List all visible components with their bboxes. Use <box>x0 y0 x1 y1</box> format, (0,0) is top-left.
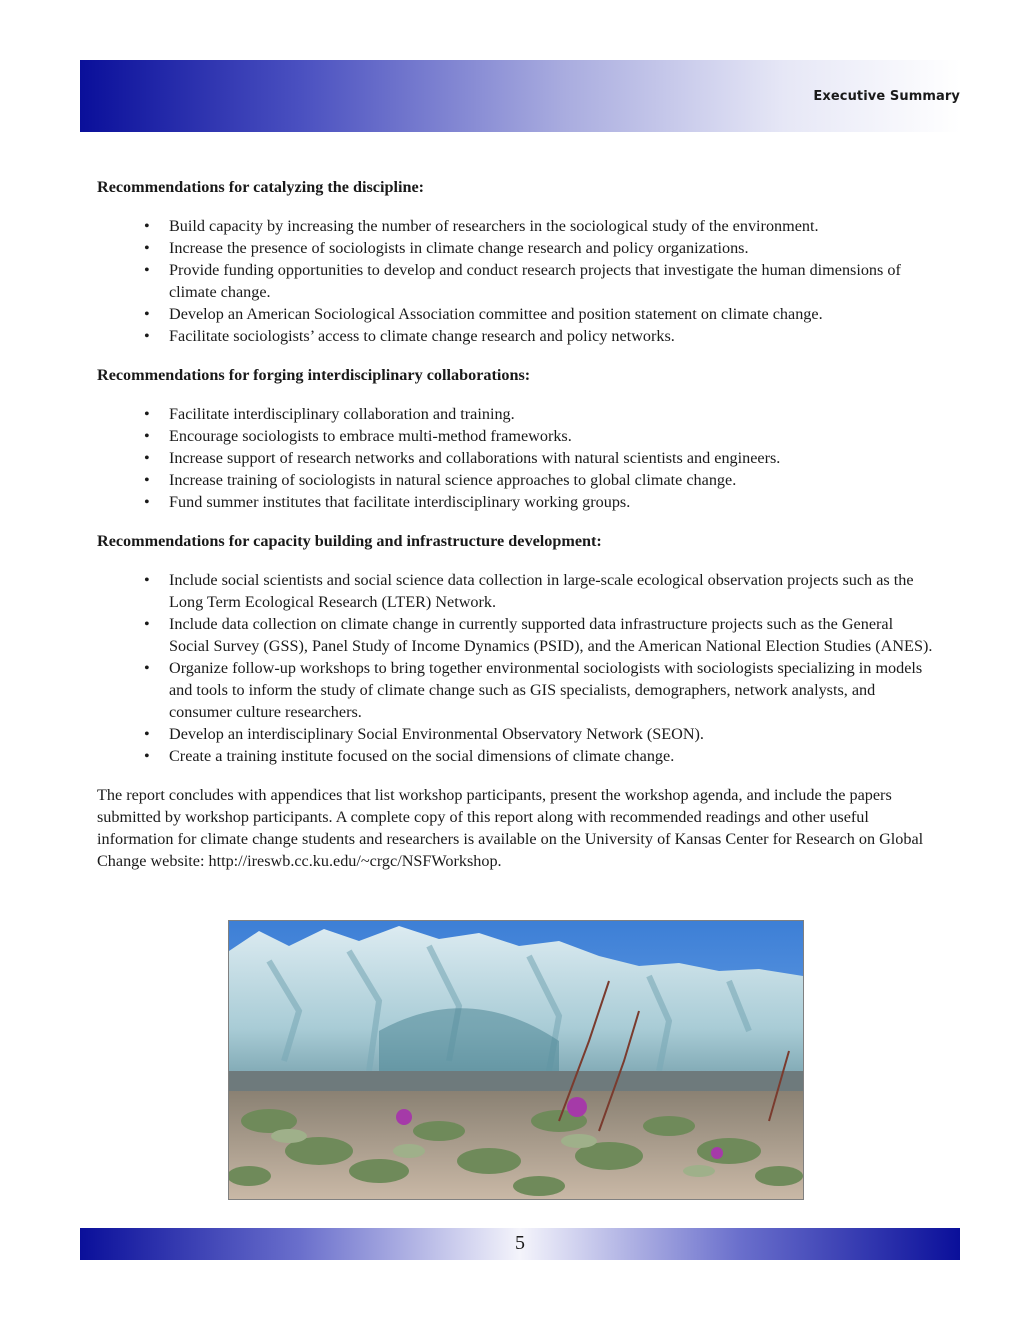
list-item <box>97 447 937 469</box>
list-item-text: Facilitate interdisciplinary collaboration and training. <box>169 405 515 423</box>
section-heading: Recommendations for forging interdisciplinary collaborations: <box>97 366 531 384</box>
bullet-icon: • <box>144 571 150 589</box>
list-item-text: Organize follow-up workshops to bring together environmental sociologists with sociologists specializing in models and tools to inform the study of climate change such as GIS specialists, demographers, network analysts, and consumer culture researchers. <box>169 659 923 721</box>
list-item <box>97 723 937 745</box>
list-item <box>97 613 937 657</box>
recommendation-list <box>97 403 937 513</box>
list-item-text: Create a training institute focused on the social dimensions of climate change. <box>169 747 675 765</box>
bullet-icon: • <box>144 747 150 765</box>
bullet-icon: • <box>144 405 150 423</box>
list-item-text: Include data collection on climate change in currently supported data infrastructure projects such as the General Social Survey (GSS), Panel Study of Income Dynamics (PSID), and the American National Election Studies (ANES). <box>169 615 933 655</box>
list-item-text: Develop an interdisciplinary Social Environmental Observatory Network (SEON). <box>169 725 704 743</box>
recommendation-list <box>97 569 937 767</box>
recommendation-list <box>97 215 937 347</box>
list-item-text: Build capacity by increasing the number of researchers in the sociological study of the environment. <box>169 217 819 235</box>
header-band <box>80 60 960 132</box>
list-item <box>97 325 937 347</box>
closing-paragraph: The report concludes with appendices that list workshop participants, present the workshop agenda, and include the papers submitted by workshop participants. A complete copy of this report along with recommended readings and other useful information for climate change students and researchers is available on the University of Kansas Center for Research on Global Change website: http://ireswb.cc.ku.edu/~crgc/NSFWorkshop. <box>97 786 924 870</box>
bullet-icon: • <box>144 239 150 257</box>
list-item <box>97 491 937 513</box>
bullet-icon: • <box>144 615 150 633</box>
list-item-text: Provide funding opportunities to develop and conduct research projects that investigate the human dimensions of climate change. <box>169 261 901 301</box>
bullet-icon: • <box>144 261 150 279</box>
list-item-text: Include social scientists and social science data collection in large-scale ecological observation projects such as the Long Term Ecological Research (LTER) Network. <box>169 571 914 611</box>
list-item-text: Increase support of research networks and collaborations with natural scientists and engineers. <box>169 449 781 467</box>
section-heading: Recommendations for catalyzing the discipline: <box>97 178 425 196</box>
list-item <box>97 469 937 491</box>
section-heading: Recommendations for capacity building and infrastructure development: <box>97 532 602 550</box>
list-item <box>97 403 937 425</box>
list-item-text: Increase the presence of sociologists in climate change research and policy organizations. <box>169 239 749 257</box>
list-item-text: Encourage sociologists to embrace multi-method frameworks. <box>169 427 572 445</box>
bullet-icon: • <box>144 659 150 677</box>
list-item <box>97 569 937 613</box>
list-item <box>97 657 937 723</box>
bullet-icon: • <box>144 327 150 345</box>
list-item-text: Facilitate sociologists’ access to climate change research and policy networks. <box>169 327 675 345</box>
bullet-icon: • <box>144 493 150 511</box>
list-item <box>97 237 937 259</box>
bullet-icon: • <box>144 305 150 323</box>
list-item <box>97 259 937 303</box>
footer-band <box>80 1228 960 1260</box>
bullet-icon: • <box>144 449 150 467</box>
bullet-icon: • <box>144 217 150 235</box>
list-item-text: Increase training of sociologists in natural science approaches to global climate change. <box>169 471 737 489</box>
main-content <box>97 176 937 872</box>
list-item <box>97 425 937 447</box>
list-item <box>97 745 937 767</box>
list-item-text: Fund summer institutes that facilitate interdisciplinary working groups. <box>169 493 631 511</box>
list-item-text: Develop an American Sociological Association committee and position statement on climate change. <box>169 305 823 323</box>
glacier-photo <box>228 920 804 1200</box>
bullet-icon: • <box>144 471 150 489</box>
bullet-icon: • <box>144 427 150 445</box>
running-header-title: Executive Summary <box>813 89 960 104</box>
page-number: 5 <box>515 1232 525 1254</box>
list-item <box>97 215 937 237</box>
list-item <box>97 303 937 325</box>
bullet-icon: • <box>144 725 150 743</box>
